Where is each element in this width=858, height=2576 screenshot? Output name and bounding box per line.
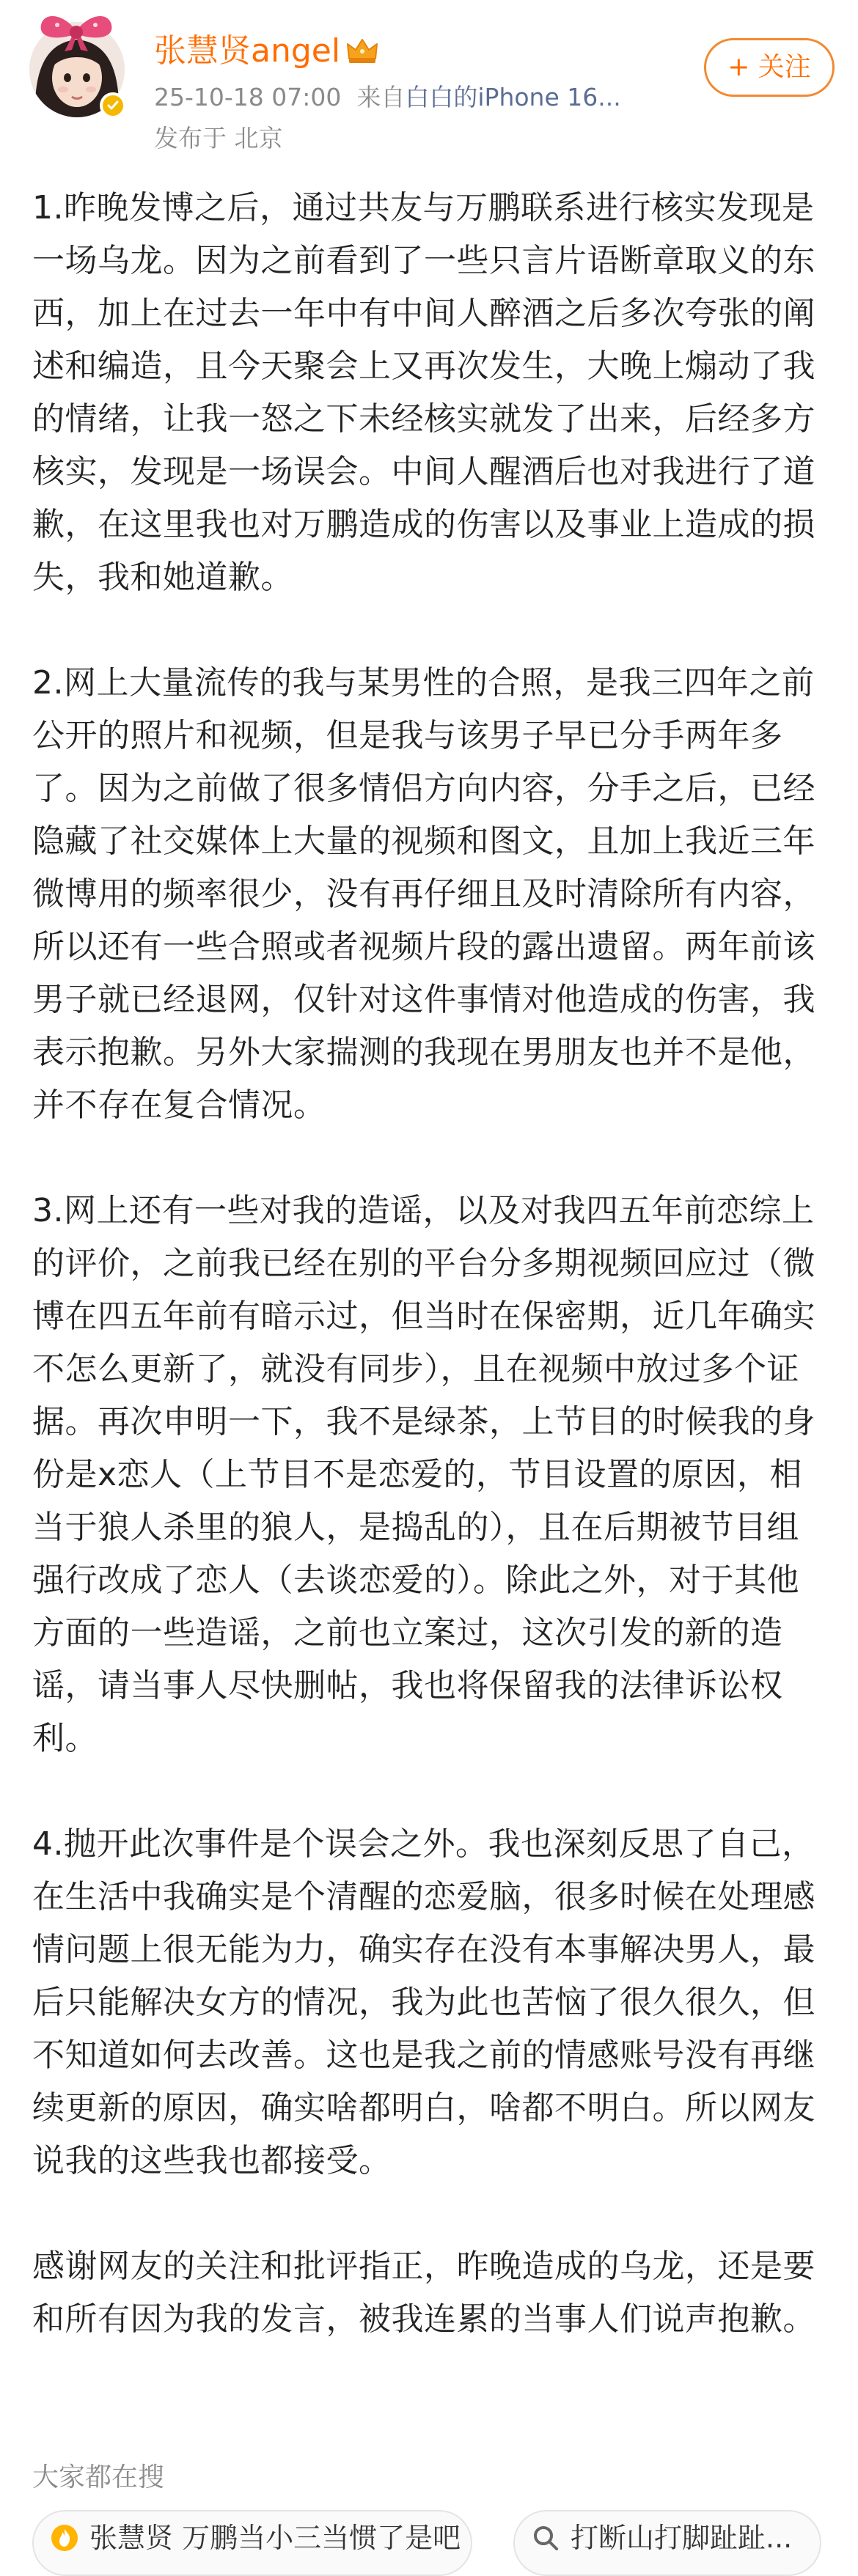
post-header (0, 0, 858, 176)
source-prefix: 来自 (356, 83, 406, 111)
source-link[interactable]: 白白的iPhone 16... (405, 83, 621, 111)
post-paragraph-5: 感谢网友的关注和批评指正，昨晚造成的乌龙，还是要和所有因为我的发言，被我连累的当事人们说声抱歉。 (32, 2248, 815, 2338)
related-search-chip[interactable] (32, 2510, 472, 2576)
related-search-text: 打断山打脚趾趾... (571, 2522, 793, 2554)
post-paragraph-3: 3.网上还有一些对我的造谣，以及对我四五年前恋综上的评价，之前我已经在别的平台分多期视频回应过（微博在四五年前有暗示过，但当时在保密期，近几年确实不怎么更新了，就没有同步），且在视频中放过多个证据。再次申明一下，我不是绿茶，上节目的时候我的身份是x恋人（上节目不是恋爱的，节目设置的原因，相当于狼人杀里的狼人，是捣乱的），且在后期被节目组强行改成了恋人（去谈恋爱的）。除此之外，对于其他方面的一些造谣，之前也立案过，这次引发的新的造谣，请当事人尽快删帖，我也将保留我的法律诉讼权利。 (32, 1192, 815, 1757)
follow-button[interactable]: + 关注 (704, 38, 835, 97)
post-paragraph-4: 4.抛开此次事件是个误会之外。我也深刻反思了自己，在生活中我确实是个清醒的恋爱脑，很多时候在处理感情问题上很无能为力，确实存在没有本事解决男人，最后只能解决女方的情况，我为此也苦恼了很久很久，但不知道如何去改善。这也是我之前的情感账号没有再继续更新的原因，确实啥都明白，啥都不明白。所以网友说我的这些我也都接受。 (32, 1825, 815, 2179)
post-paragraph-1: 1.昨晚发博之后，通过共友与万鹏联系进行核实发现是一场乌龙。因为之前看到了一些只言片语断章取义的东西，加上在过去一年中有中间人醉酒之后多次夸张的阐述和编造，且今天聚会上又再次发生，大晚上煽动了我的情绪，让我一怒之下未经核实就发了出来，后经多方核实，发现是一场误会。中间人醒酒后也对我进行了道歉，在这里我也对万鹏造成的伤害以及事业上造成的损失，我和她道歉。 (32, 189, 815, 596)
avatar[interactable] (29, 22, 125, 117)
author-name[interactable]: 张慧贤angel (154, 32, 341, 70)
bow-icon (35, 9, 117, 54)
crown-icon (346, 37, 378, 65)
post-content (32, 182, 832, 2346)
post-paragraph-2: 2.网上大量流传的我与某男性的合照，是我三四年之前公开的照片和视频，但是我与该男子早已分手两年多了。因为之前做了很多情侣方向内容，分手之后，已经隐藏了社交媒体上大量的视频和图文，且加上我近三年微博用的频率很少，没有再仔细且及时清除所有内容，所以还有一些合照或者视频片段的露出遗留。两年前该男子就已经退网，仅针对这件事情对他造成的伤害，我表示抱歉。另外大家揣测的我现在男朋友也并不是他，并不存在复合情况。 (32, 664, 815, 1124)
post-meta (154, 82, 621, 113)
related-search-title: 大家都在搜 (32, 2462, 165, 2492)
search-icon (531, 2523, 560, 2553)
verified-icon (100, 92, 126, 119)
hot-search-icon (50, 2523, 79, 2553)
post-datetime: 25-10-18 07:00 (154, 83, 342, 111)
related-search-text: 张慧贤 万鹏当小三当惯了是吧 (89, 2522, 461, 2554)
post-location: 发布于 北京 (154, 124, 283, 152)
related-search-chip[interactable] (513, 2510, 821, 2576)
